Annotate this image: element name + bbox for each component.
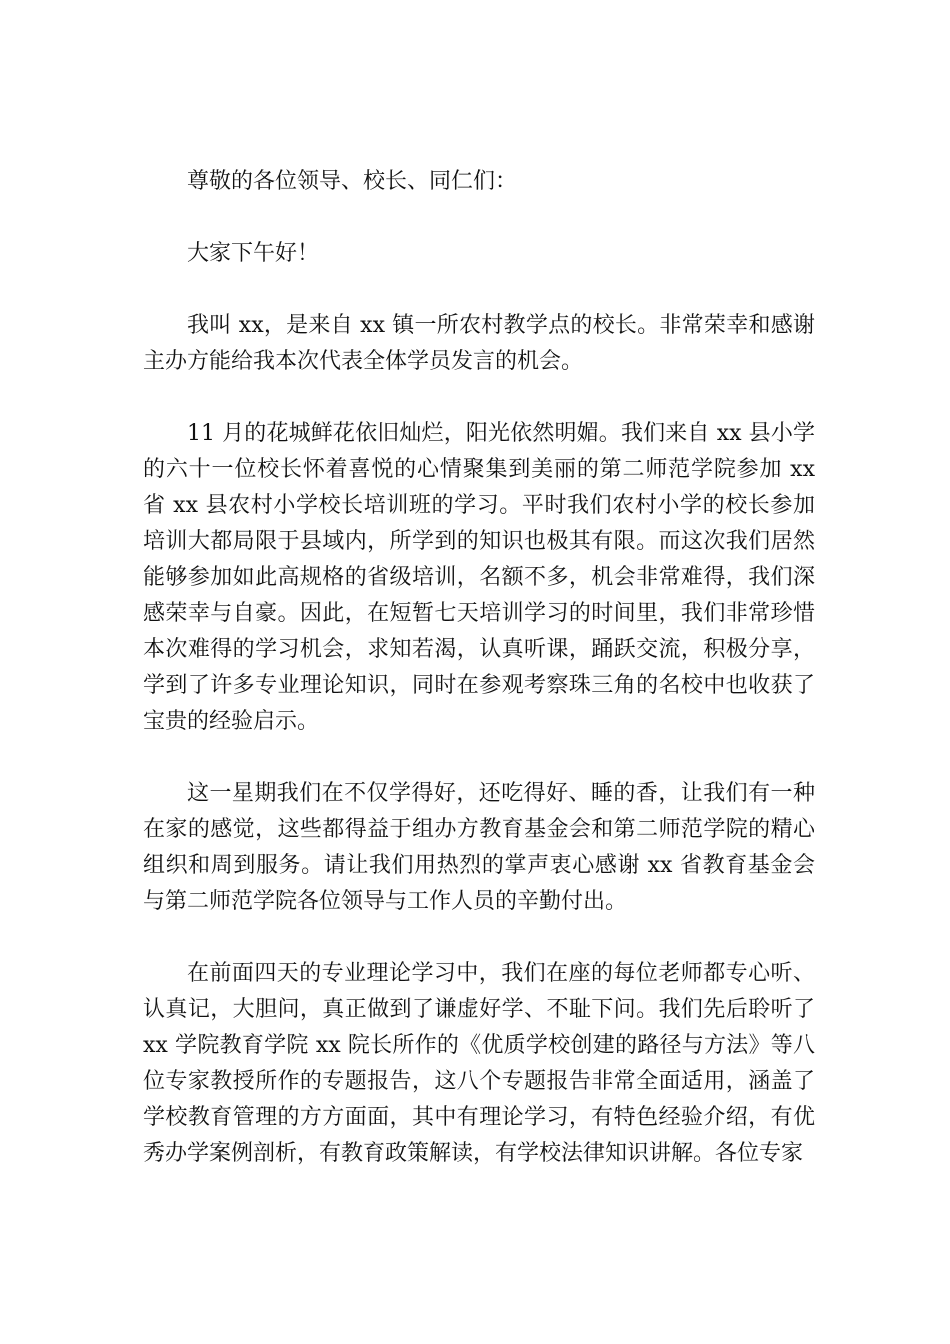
speech-body bbox=[143, 164, 815, 1208]
introduction-paragraph: 我叫 xx，是来自 xx 镇一所农村教学点的校长。非常荣幸和感谢主办方能给我本次代表全体学员发言的机会。 bbox=[143, 313, 815, 374]
greeting-paragraph: 尊敬的各位领导、校长、同仁们： bbox=[187, 169, 518, 194]
gratitude-paragraph: 这一星期我们在不仅学得好，还吃得好、睡的香，让我们有一种在家的感觉，这些都得益于组办方教育基金会和第二师范学院的精心组织和周到服务。请让我们用热烈的掌声衷心感谢 xx 省教育基金会与第二师范学院各位领导与工作人员的辛勤付出。 bbox=[143, 781, 815, 914]
salutation-paragraph: 大家下午好！ bbox=[187, 241, 320, 266]
theory-study-paragraph: 在前面四天的专业理论学习中，我们在座的每位老师都专心听、认真记，大胆问，真正做到了谦虚好学、不耻下问。我们先后聆听了 xx 学院教育学院 xx 院长所作的《优质学校创建的路径与方法》等八位专家教授所作的专题报告，这八个专题报告非常全面适用，涵盖了学校教育管理的方方面面，其中有理论学习，有特色经验介绍，有优秀办学案例剖析，有教育政策解读，有学校法律知识讲解。各位专家 bbox=[143, 961, 815, 1166]
training-background-paragraph: 11 月的花城鲜花依旧灿烂，阳光依然明媚。我们来自 xx 县小学的六十一位校长怀着喜悦的心情聚集到美丽的第二师范学院参加 xx 省 xx 县农村小学校长培训班的学习。平时我们农村小学的校长参加培训大都局限于县域内，所学到的知识也极其有限。而这次我们居然能够参加如此高规格的省级培训，名额不多，机会非常难得，我们深感荣幸与自豪。因此，在短暂七天培训学习的时间里，我们非常珍惜本次难得的学习机会，求知若渴，认真听课，踊跃交流，积极分享，学到了许多专业理论知识，同时在参观考察珠三角的名校中也收获了宝贵的经验启示。 bbox=[143, 421, 815, 734]
